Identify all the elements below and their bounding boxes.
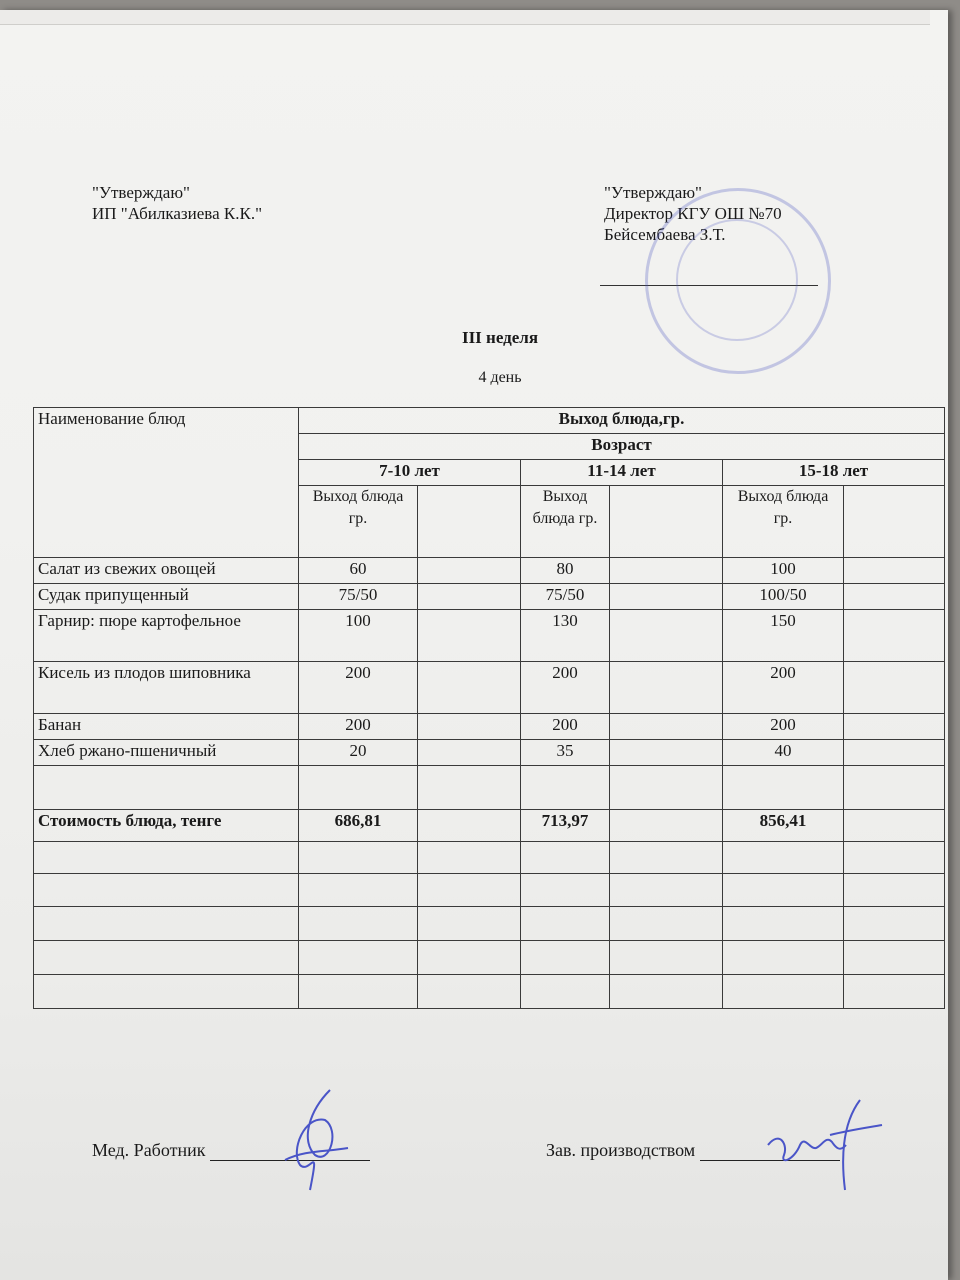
header-row-output [34,408,945,434]
table-row [34,662,945,714]
table-row [34,584,945,610]
table-row [34,558,945,584]
dish-value-3: 200 [723,662,844,714]
menu-table [33,407,945,1009]
dish-value-2: 200 [521,714,610,740]
med-worker-label: Мед. Работник [92,1140,206,1160]
age-group-1: 7-10 лет [299,460,521,486]
table-row-empty [34,766,945,810]
approval-left-line1: "Утверждаю" [92,183,190,202]
cost-row [34,810,945,842]
dish-value-3: 200 [723,714,844,740]
approval-right-line1: "Утверждаю" [604,183,702,202]
table-row-empty [34,975,945,1009]
underlying-sheet-edge [0,10,930,25]
dish-value-2: 75/50 [521,584,610,610]
cost-value-2: 713,97 [521,810,610,842]
dish-name: Хлеб ржано-пшеничный [34,740,299,766]
header-age: Возраст [299,434,945,460]
dish-name: Салат из свежих овощей [34,558,299,584]
table-row [34,740,945,766]
age-group-2: 11-14 лет [521,460,723,486]
dish-value-1: 100 [299,610,418,662]
approval-block-left [92,182,262,224]
dish-name: Гарнир: пюре картофельное [34,610,299,662]
day-title: 4 день [478,369,522,386]
table-row-empty [34,842,945,874]
header-output: Выход блюда,гр. [299,408,945,434]
dish-value-1: 200 [299,714,418,740]
dish-value-3: 40 [723,740,844,766]
header-dish-name: Наименование блюд [34,408,299,558]
age-group-3: 15-18 лет [723,460,945,486]
dish-value-2: 200 [521,662,610,714]
table-row-empty [34,941,945,975]
dish-value-3: 150 [723,610,844,662]
approval-right-line2: Директор КГУ ОШ №70 [604,204,782,223]
dish-value-2: 35 [521,740,610,766]
table-row [34,714,945,740]
med-worker-signature [270,1080,360,1200]
dish-name: Кисель из плодов шиповника [34,662,299,714]
dish-name: Судак припущенный [34,584,299,610]
production-head-signature [760,1090,890,1200]
cost-value-1: 686,81 [299,810,418,842]
dish-value-1: 75/50 [299,584,418,610]
dish-value-1: 60 [299,558,418,584]
sub-header-output-3: Выход блюда гр. [723,486,844,558]
dish-value-1: 200 [299,662,418,714]
table-row-empty [34,874,945,907]
approval-left-line2: ИП "Абилказиева К.К." [92,204,263,223]
cost-value-3: 856,41 [723,810,844,842]
sub-header-output-2: Выход блюда гр. [521,486,610,558]
dish-value-1: 20 [299,740,418,766]
dish-value-3: 100/50 [723,584,844,610]
dish-value-2: 80 [521,558,610,584]
dish-value-3: 100 [723,558,844,584]
week-title: III неделя [461,328,539,347]
table-row [34,610,945,662]
approval-right-line3: Бейсембаева З.Т. [604,225,726,244]
sub-header-output-1: Выход блюда гр. [299,486,418,558]
production-head-label: Зав. производством [546,1140,696,1160]
cost-label: Стоимость блюда, тенге [34,810,299,842]
table-row-empty [34,907,945,941]
dish-value-2: 130 [521,610,610,662]
dish-name: Банан [34,714,299,740]
